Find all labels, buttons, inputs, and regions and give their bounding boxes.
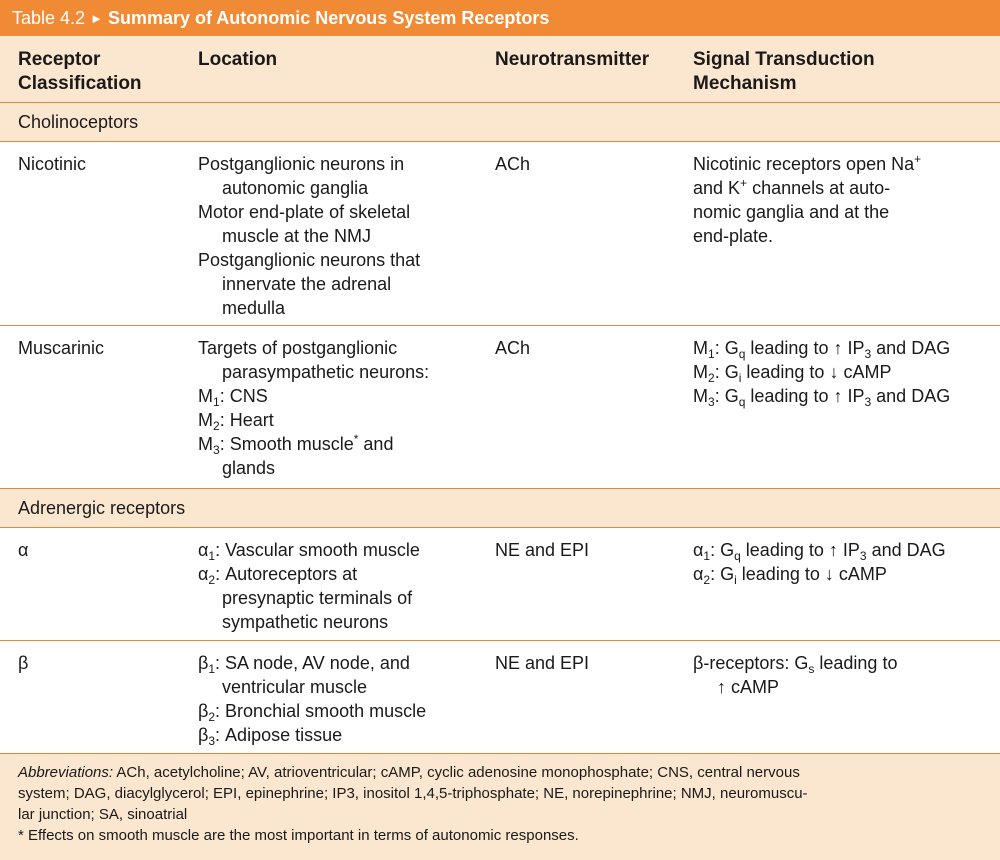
receptor-name: Nicotinic	[18, 154, 87, 174]
abbreviations-label: Abbreviations:	[18, 764, 114, 781]
table-title: Summary of Autonomic Nervous System Receptors	[107, 8, 550, 28]
receptor-mechanism: $M_1$: $G_q$ leading to ↑ $IP_3$ and DAG $M_2$: $G_i$ leading to ↓ cAMP $M_3$: $G_q$ leading to ↑ $IP_3$ and DAG	[693, 338, 951, 409]
receptor-neurotransmitter: NE and EPI	[495, 653, 590, 673]
receptor-mechanism: β-receptors: $G_s$ leading to ↑ cAMP	[693, 653, 898, 697]
receptor-name: Muscarinic	[18, 338, 105, 358]
row-muscarinic	[0, 325, 1000, 488]
table-footnotes: Abbreviations: ACh, acetylcholine; AV, atrioventricular; cAMP, cyclic adenosine monophosphate; CNS, central nervous system; DAG, diacylglycerol; EPI, epinephrine; IP3, inositol 1,4,5-triphosphate; NE, norepinephrine; NMJ, neuromuscu- lar junction; SA, sinoatrial * Effects on smooth muscle are the most important in terms of autonomic responses.	[0, 753, 1000, 846]
header-signal-transduction: Signal Transduction Mechanism	[693, 49, 875, 94]
asterisk-footnote: * Effects on smooth muscle are the most important in terms of autonomic responses.	[18, 827, 579, 844]
receptor-neurotransmitter: NE and EPI	[495, 540, 590, 560]
receptor-mechanism: $\alpha_1$: $G_q$ leading to ↑ $IP_3$ and DAG $\alpha_2$: $G_i$ leading to ↓ cAMP	[693, 540, 946, 587]
receptor-neurotransmitter: ACh	[495, 338, 531, 358]
receptor-location: $\alpha_1$: Vascular smooth muscle $\alpha_2$: Autoreceptors at presynaptic terminals of sympathetic neurons	[198, 540, 420, 632]
table-header-row	[0, 36, 1000, 103]
header-neurotransmitter: Neurotransmitter	[495, 49, 650, 70]
receptor-neurotransmitter: ACh	[495, 154, 531, 174]
group-adrenergic: Adrenergic receptors	[0, 488, 1000, 528]
table-title-bar	[0, 0, 1000, 36]
header-receptor-classification: Receptor Classification	[18, 49, 142, 94]
receptor-name: α	[18, 540, 29, 560]
header-location: Location	[198, 49, 278, 70]
table-number: Table 4.2	[12, 8, 86, 28]
row-beta	[0, 640, 1000, 753]
receptor-location: $\beta_1$: SA node, AV node, and ventricular muscle $\beta_2$: Bronchial smooth muscle $\beta_3$: Adipose tissue	[198, 653, 427, 748]
receptor-location: Postganglionic neurons in autonomic ganglia Motor end-plate of skeletal muscle at the NMJ Postganglionic neurons that innervate the adrenal medulla	[198, 154, 421, 318]
title-arrow-icon: ►	[90, 11, 103, 26]
receptor-mechanism: Nicotinic receptors open Na+ and K+ channels at auto- nomic ganglia and at the end-plate.	[693, 152, 922, 246]
receptor-location: Targets of postganglionic parasympathetic neurons: $M_1$: CNS $M_2$: Heart $M_3$: Smooth muscle* and glands	[198, 338, 430, 478]
receptor-name: β	[18, 653, 29, 673]
row-nicotinic	[0, 142, 1000, 325]
group-cholinoceptors: Cholinoceptors	[0, 103, 1000, 142]
row-alpha	[0, 528, 1000, 640]
